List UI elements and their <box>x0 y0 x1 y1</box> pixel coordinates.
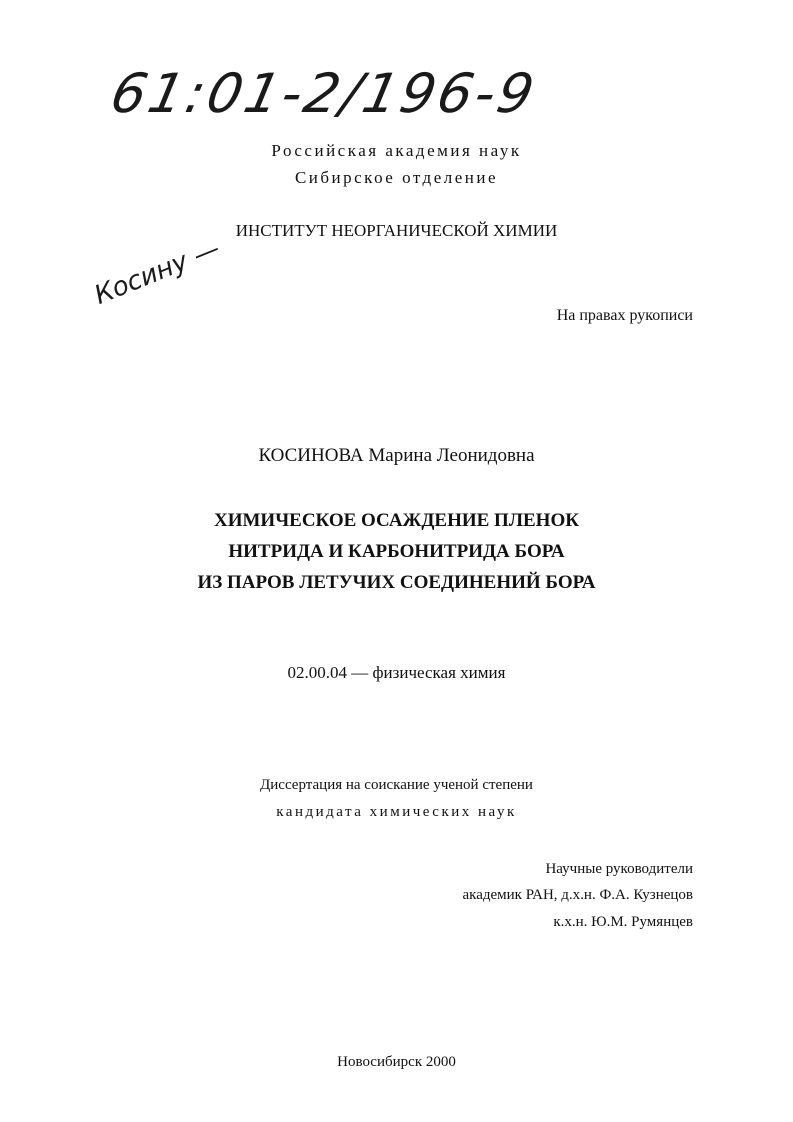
signature-dash: — <box>181 233 225 275</box>
supervisor-1: академик РАН, д.х.н. Ф.А. Кузнецов <box>462 887 693 903</box>
handwritten-signature <box>90 234 224 311</box>
degree-line-1: Диссертация на соискание ученой степени <box>260 777 533 793</box>
supervisors-heading: Научные руководители <box>545 861 693 877</box>
signature-text: Косину <box>90 246 193 311</box>
specialty: 02.00.04 — физическая химия <box>287 663 506 682</box>
handwritten-archive-code: 61:01-2/196-9 <box>105 62 543 125</box>
title-line-1: ХИМИЧЕСКОЕ ОСАЖДЕНИЕ ПЛЕНОК <box>213 510 580 531</box>
academy-name: Российская академия наук <box>271 141 522 160</box>
institute-name: ИНСТИТУТ НЕОРГАНИЧЕСКОЙ ХИМИИ <box>235 221 558 240</box>
supervisor-2: к.х.н. Ю.М. Румянцев <box>553 914 693 930</box>
title-line-3: ИЗ ПАРОВ ЛЕТУЧИХ СОЕДИНЕНИЙ БОРА <box>197 572 596 593</box>
manuscript-note: На правах рукописи <box>556 307 693 324</box>
branch-name: Сибирское отделение <box>294 168 499 187</box>
city-year: Новосибирск 2000 <box>337 1054 456 1070</box>
author-name: КОСИНОВА Марина Леонидовна <box>258 445 535 466</box>
degree-line-2: кандидата химических наук <box>276 804 517 820</box>
title-line-2: НИТРИДА И КАРБОНИТРИДА БОРА <box>228 541 565 562</box>
